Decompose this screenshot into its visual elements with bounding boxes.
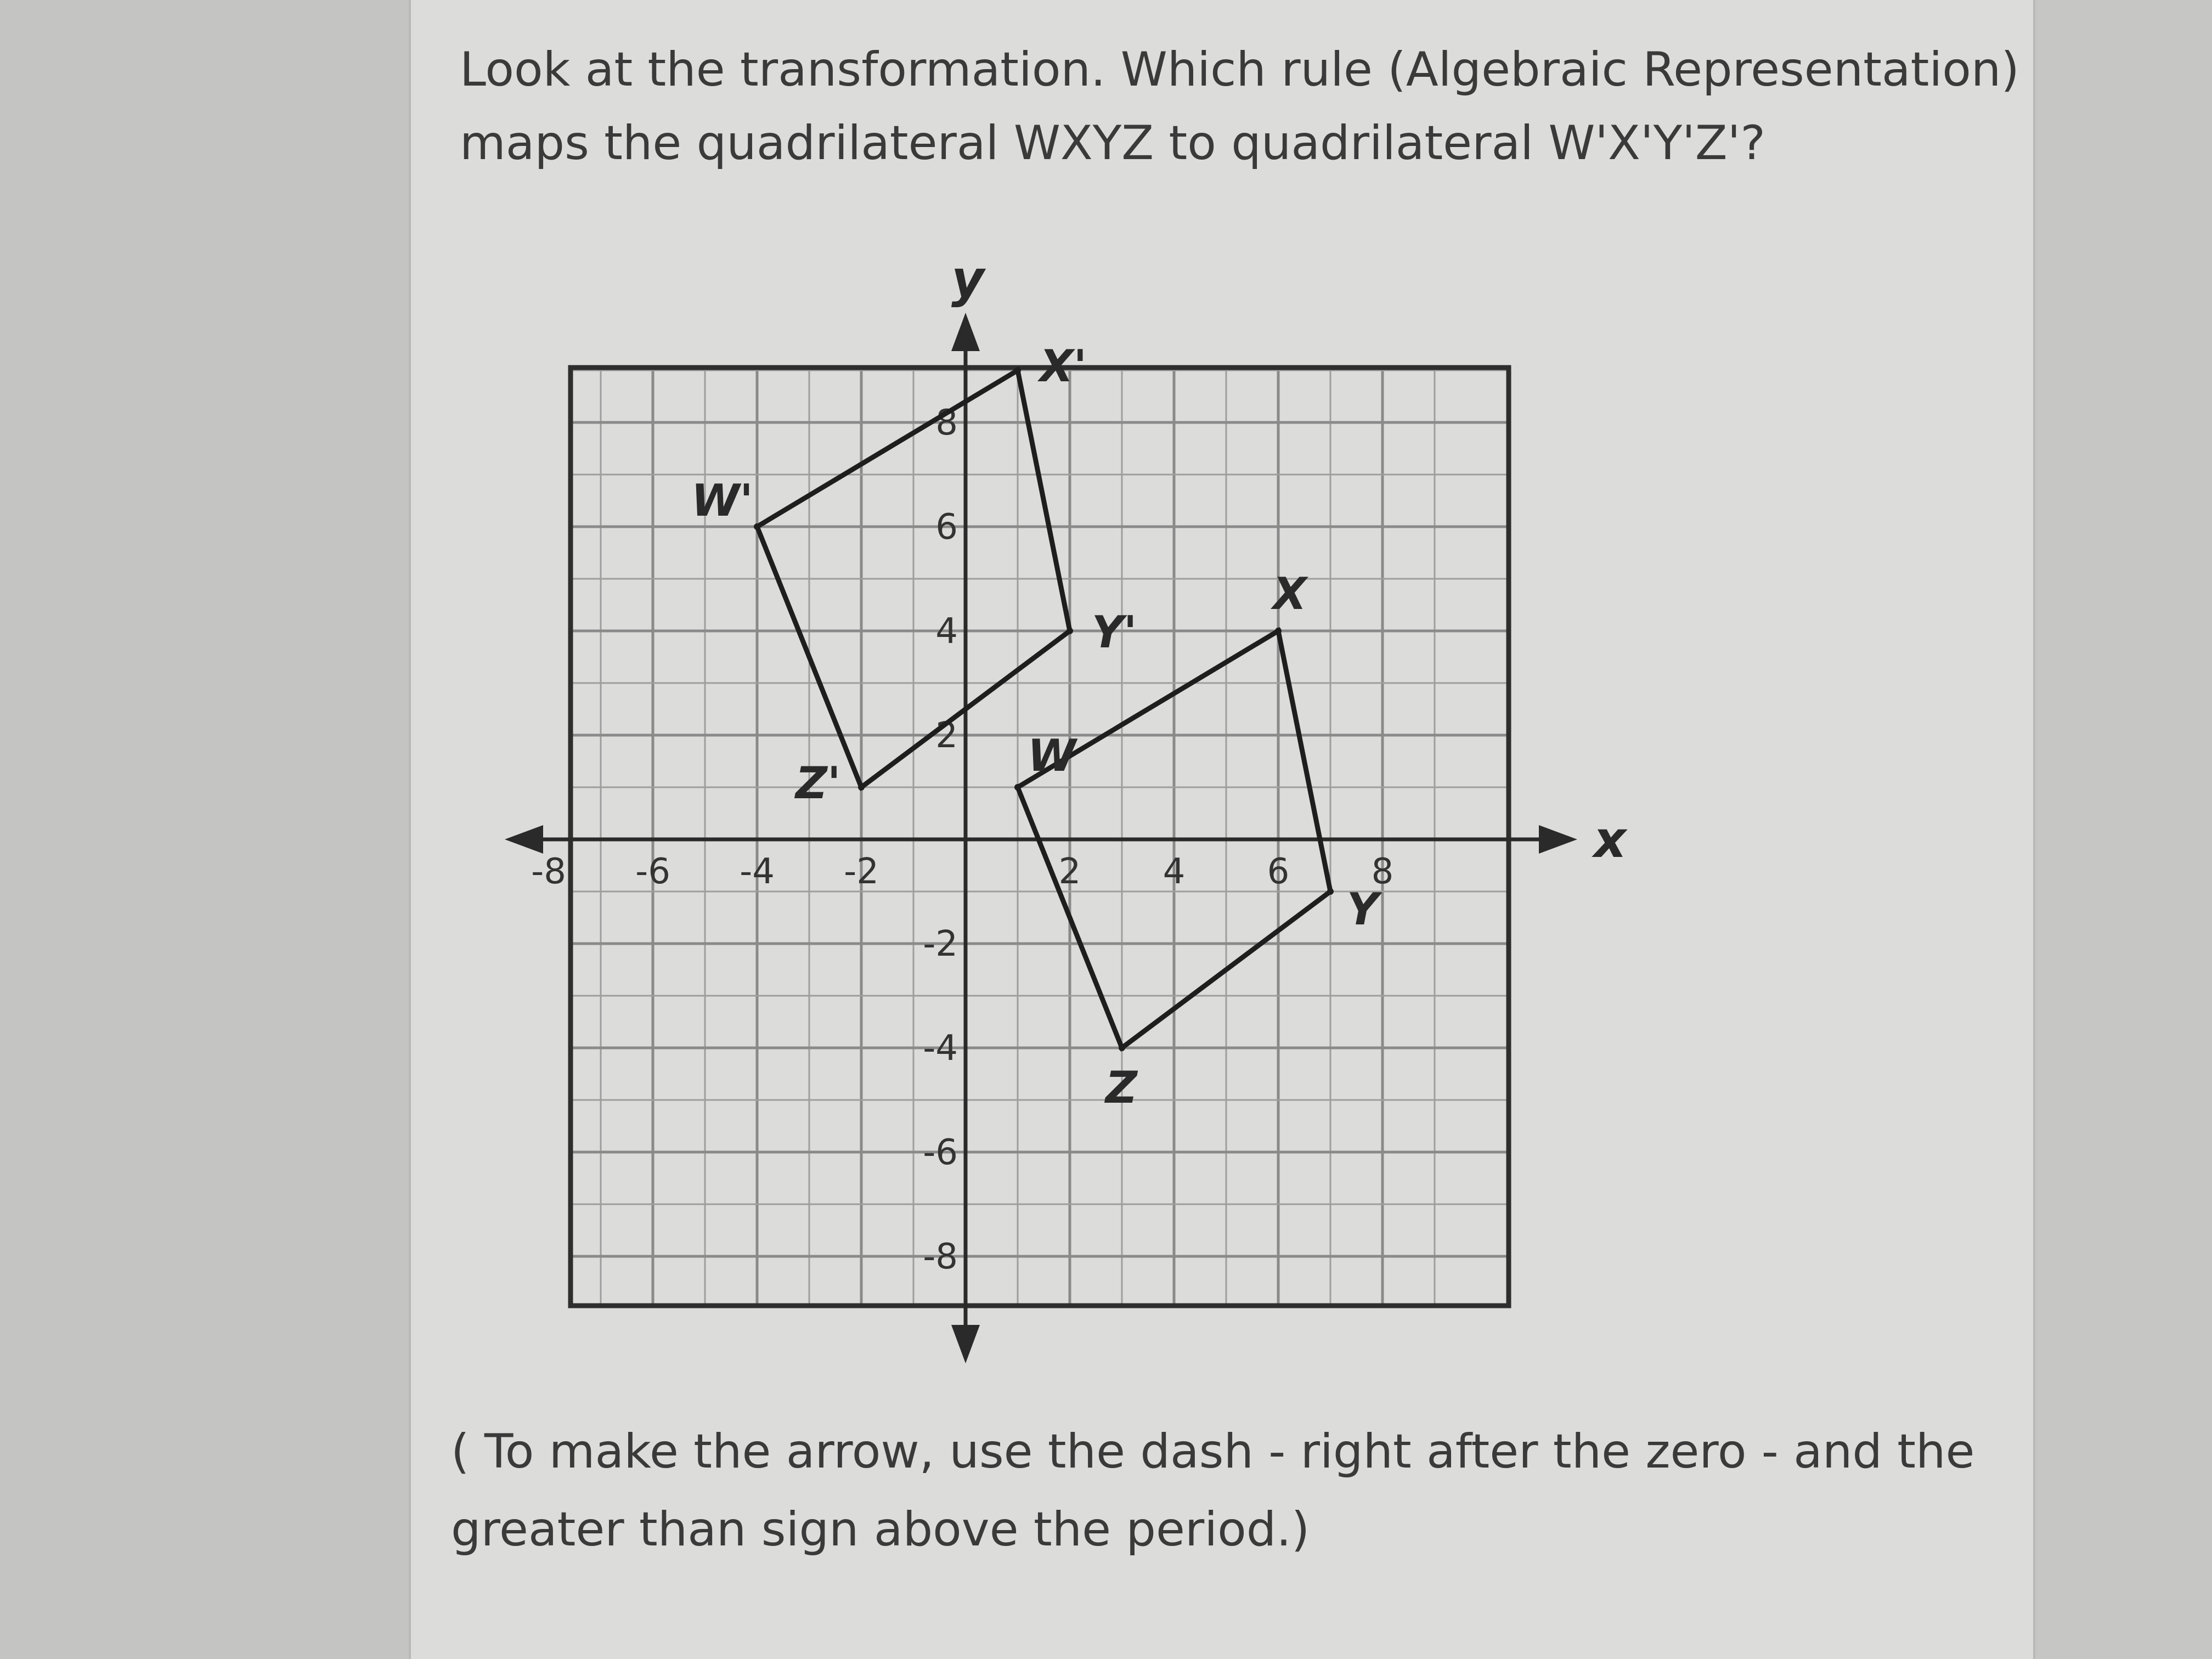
x-tick-label: 2 — [1058, 851, 1081, 892]
vertex-point — [754, 523, 760, 530]
y-tick-label: -2 — [923, 924, 958, 964]
vertex-label: W' — [691, 475, 753, 526]
x-axis-arrow-left — [505, 825, 543, 854]
x-tick-label: 6 — [1267, 851, 1290, 892]
y-axis-arrow-up — [951, 313, 980, 351]
quadrilaterals — [754, 367, 1334, 1051]
y-axis-arrow-down — [951, 1325, 980, 1363]
x-tick-label: 8 — [1371, 851, 1394, 892]
x-tick-label: 4 — [1163, 851, 1186, 892]
vertex-point — [1327, 888, 1334, 895]
y-tick-label: -6 — [923, 1132, 958, 1173]
y-tick-label: -4 — [923, 1028, 958, 1069]
vertex-label: Y — [1347, 884, 1379, 935]
vertex-point — [1275, 628, 1282, 634]
x-tick-label: -8 — [531, 851, 566, 892]
x-axis-label: x — [1594, 810, 1627, 869]
y-tick-label: 6 — [935, 507, 958, 548]
axes — [505, 313, 1577, 1363]
vertex-label: Y' — [1092, 607, 1137, 658]
note-line-1: ( To make the arrow, use the dash - right after the zero - and the — [451, 1424, 1975, 1479]
vertex-point — [1066, 628, 1073, 634]
x-axis-arrow-right — [1539, 825, 1577, 854]
vertex-label: X' — [1040, 341, 1087, 392]
vertex-label: X — [1273, 568, 1307, 619]
question-line-1: Look at the transformation. Which rule (Algebraic Representation) — [460, 42, 2019, 97]
left-gutter — [0, 0, 409, 1659]
instruction-note — [451, 1413, 1975, 1568]
question-text — [460, 33, 2019, 180]
x-tick-label: -4 — [740, 851, 775, 892]
vertex-point — [858, 784, 865, 791]
question-line-2: maps the quadrilateral WXYZ to quadrilateral W'X'Y'Z'? — [460, 116, 1765, 171]
y-axis-label: y — [951, 250, 984, 308]
note-line-2: greater than sign above the period.) — [451, 1502, 1310, 1557]
y-tick-label: -8 — [923, 1237, 958, 1277]
vertex-label: Z — [1105, 1062, 1138, 1113]
vertex-point — [1119, 1045, 1125, 1051]
vertex-point — [1014, 367, 1021, 374]
y-tick-label: 2 — [935, 715, 958, 756]
x-tick-label: -2 — [844, 851, 879, 892]
x-tick-label: -6 — [635, 851, 670, 892]
y-tick-label: 8 — [935, 403, 958, 443]
coordinate-graph — [494, 230, 1635, 1372]
vertex-point — [1014, 784, 1021, 791]
right-gutter — [2035, 0, 2212, 1659]
y-tick-label: 4 — [935, 611, 958, 652]
vertex-label: Z' — [795, 758, 841, 809]
vertex-label: W — [1028, 730, 1076, 781]
